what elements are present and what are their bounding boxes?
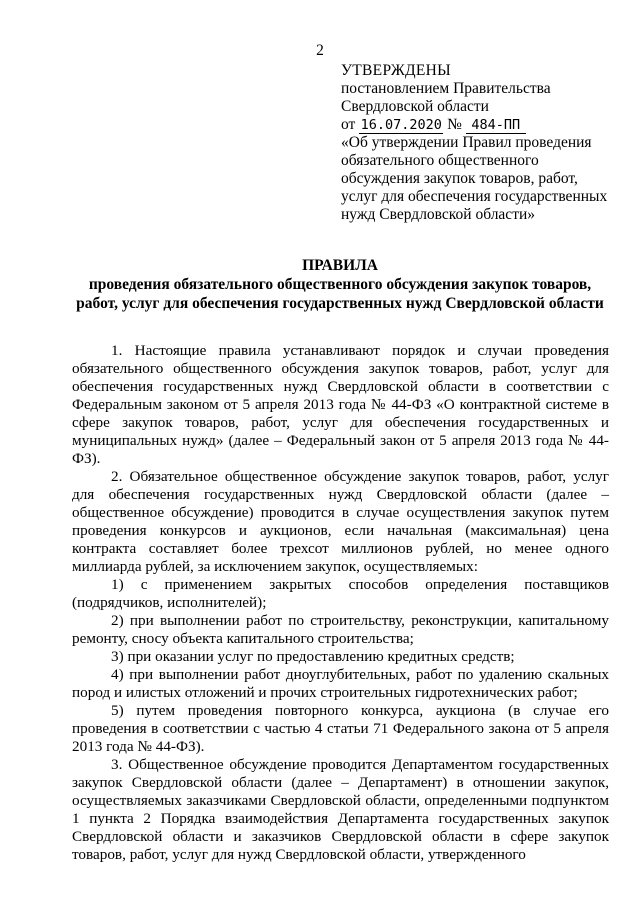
list-item-5: 5) путем проведения повторного конкурса, аукциона (в случае его проведения в соответствии с частью 4 статьи 71 Федерального закона от 5 апреля 2013 года № 44-ФЗ). — [72, 702, 609, 755]
approval-subject-line: обязательного общественного — [341, 152, 539, 169]
approval-subject-line: «Об утверждении Правил проведения — [341, 134, 592, 151]
list-item-2: 2) при выполнении работ по строительству, реконструкции, капитальному ремонту, сносу объекта капитального строительства; — [72, 612, 609, 647]
paragraph-1: 1. Настоящие правила устанавливают порядок и случаи проведения обязательного общественного обсуждения закупок товаров, работ, услуг для обеспечения государственных нужд Свердловской области в соответствии с Федеральным законом от 5 апреля 2013 года № 44-ФЗ «О контрактной системе в сфере закупок товаров, работ, услуг для обеспечения государственных и муниципальных нужд» (далее – Федеральный закон от 5 апреля 2013 года № 44-ФЗ). — [72, 342, 609, 467]
decree-date: 16.07.2020 — [360, 117, 442, 133]
paragraph-3: 3. Общественное обсуждение проводится Департаментом государственных закупок Свердловской области (далее – Департамент) в отношении закупок, осуществляемых заказчиками Свердловской области, определенными подпунктом 1 пункта 2 Порядка взаимодействия Департамента государственных закупок Свердловской области и заказчиков Свердловской области в сфере закупок товаров, работ, услуг для нужд Свердловской области, утвержденного — [72, 756, 609, 863]
approval-title: УТВЕРЖДЕНЫ — [341, 62, 451, 79]
approval-line-2: Свердловской области — [341, 98, 489, 115]
approval-date-line — [341, 116, 626, 134]
approval-subject-line: обсуждения закупок товаров, работ, — [341, 170, 578, 187]
list-item-1: 1) с применением закрытых способов определения поставщиков (подрядчиков, исполнителей); — [72, 576, 609, 611]
decree-number: 484-ПП — [466, 118, 526, 134]
heading-line-1: проведения обязательного общественного обсуждения закупок товаров, — [88, 276, 592, 293]
heading-line-2: работ, услуг для обеспечения государственных нужд Свердловской области — [76, 295, 604, 312]
approval-subject-line: услуг для обеспечения государственных — [341, 188, 608, 205]
approval-line-1: постановлением Правительства — [341, 80, 551, 97]
approval-subject-line: нужд Свердловской области» — [341, 206, 536, 223]
paragraph-2: 2. Обязательное общественное обсуждение закупок товаров, работ, услуг для обеспечения государственных нужд Свердловской области (далее – общественное обсуждение) проводится в случае осуществления закупок путем проведения конкурсов и аукционов, если начальная (максимальная) цена контракта составляет более трехсот миллионов рублей, но менее одного миллиарда рублей, за исключением закупок, осуществляемых: — [72, 468, 609, 575]
rules-heading — [70, 256, 610, 313]
list-item-3: 3) при оказании услуг по предоставлению кредитных средств; — [111, 648, 515, 665]
heading-title: ПРАВИЛА — [302, 257, 378, 274]
list-item-4: 4) при выполнении работ дноуглубительных, работ по удалению скальных пород и илистых отложений и прочих строительных гидротехнических работ; — [72, 666, 609, 701]
date-prefix: от — [341, 116, 356, 133]
page-number: 2 — [316, 42, 324, 59]
document-body — [72, 342, 609, 864]
number-prefix: № — [447, 116, 462, 133]
approval-block — [341, 62, 626, 224]
